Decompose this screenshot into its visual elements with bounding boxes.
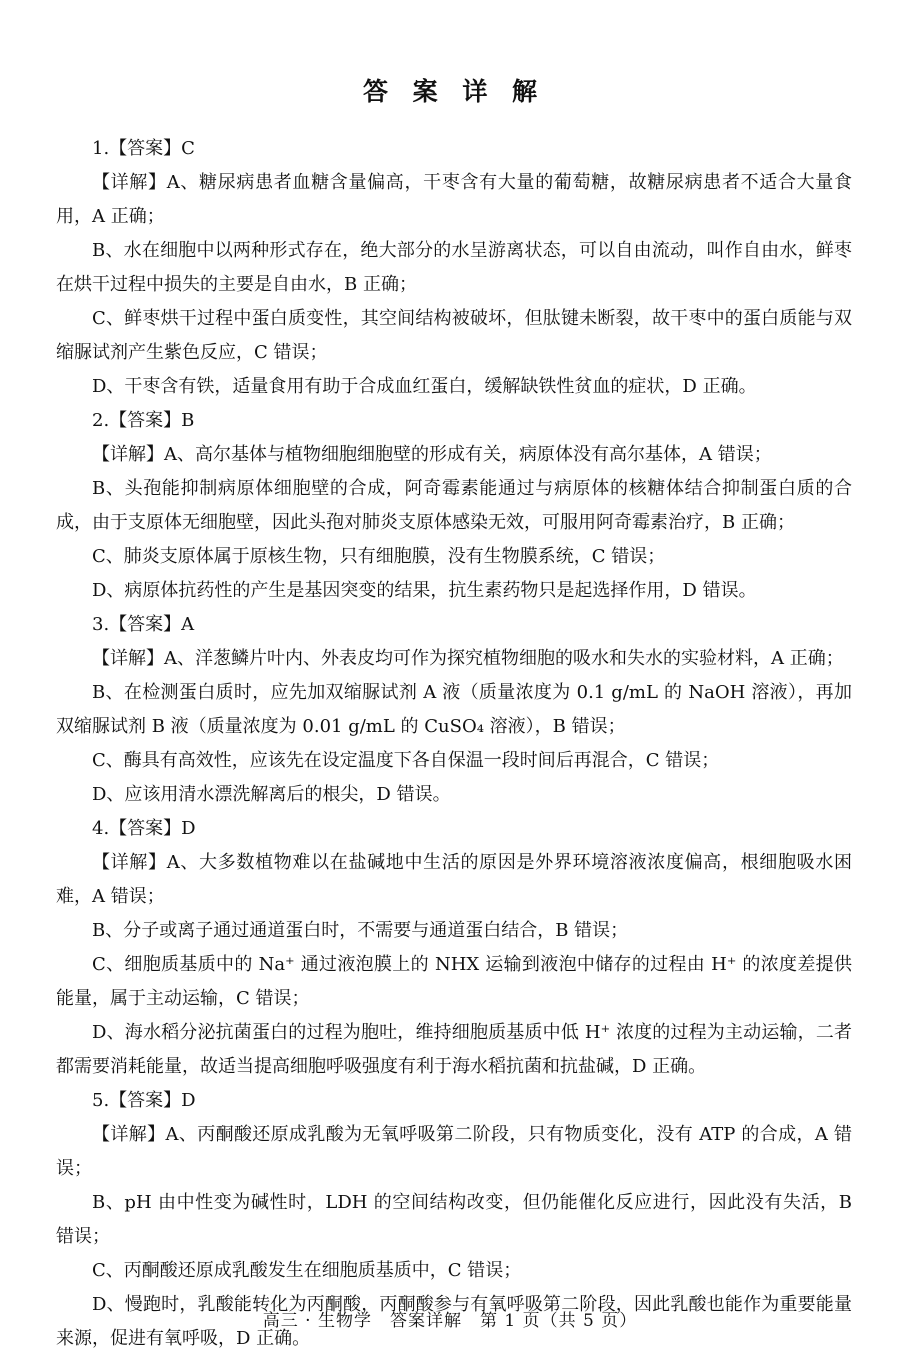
page-title: 答 案 详 解 xyxy=(362,77,546,106)
explanation-paragraph: C、细胞质基质中的 Na⁺ 通过液泡膜上的 NHX 运输到液泡中储存的过程由 H⁺ 的浓度差提供能量，属于主动运输，C 错误； xyxy=(56,954,852,1009)
explanation-paragraph: 【详解】A、高尔基体与植物细胞细胞壁的形成有关，病原体没有高尔基体，A 错误； xyxy=(92,444,772,465)
explanation-paragraph: 【详解】A、糖尿病患者血糖含量偏高，干枣含有大量的葡萄糖，故糖尿病患者不适合大量食用，A 正确； xyxy=(56,172,852,227)
page-footer: 高三 · 生物学 答案详解 第 1 页（共 5 页） xyxy=(262,1311,638,1331)
explanation-paragraph: 【详解】A、丙酮酸还原成乳酸为无氧呼吸第二阶段，只有物质变化，没有 ATP 的合成，A 错误； xyxy=(56,1124,852,1179)
explanation-paragraph: D、慢跑时，乳酸能转化为丙酮酸，丙酮酸参与有氧呼吸第二阶段，因此乳酸也能作为重要能量来源，促进有氧呼吸，D 正确。 xyxy=(56,1294,852,1349)
explanation-paragraph: C、酶具有高效性，应该先在设定温度下各自保温一段时间后再混合，C 错误； xyxy=(92,750,720,771)
explanation-paragraph: D、海水稻分泌抗菌蛋白的过程为胞吐，维持细胞质基质中低 H⁺ 浓度的过程为主动运输，二者都需要消耗能量，故适当提高细胞呼吸强度有利于海水稻抗菌和抗盐碱，D 正确。 xyxy=(56,1022,852,1077)
answer-line: 1.【答案】C xyxy=(92,138,195,159)
explanation-paragraph: B、分子或离子通过通道蛋白时，不需要与通道蛋白结合，B 错误； xyxy=(92,920,629,941)
explanation-paragraph: B、水在细胞中以两种形式存在，绝大部分的水呈游离状态，可以自由流动，叫作自由水，鲜枣在烘干过程中损失的主要是自由水，B 正确； xyxy=(56,240,852,295)
question-2 xyxy=(56,404,852,608)
question-3 xyxy=(56,608,852,812)
explanation-paragraph: 【详解】A、大多数植物难以在盐碱地中生活的原因是外界环境溶液浓度偏高，根细胞吸水困难，A 错误； xyxy=(56,852,852,907)
explanation-paragraph: C、鲜枣烘干过程中蛋白质变性，其空间结构被破坏，但肽键未断裂，故干枣中的蛋白质能与双缩脲试剂产生紫色反应，C 错误； xyxy=(56,308,852,363)
explanation-paragraph: D、干枣含有铁，适量食用有助于合成血红蛋白，缓解缺铁性贫血的症状，D 正确。 xyxy=(92,376,757,397)
explanation-paragraph: 【详解】A、洋葱鳞片叶内、外表皮均可作为探究植物细胞的吸水和失水的实验材料，A 正确； xyxy=(92,648,844,669)
answer-line: 5.【答案】D xyxy=(92,1090,196,1111)
answer-line: 2.【答案】B xyxy=(92,410,195,431)
explanation-paragraph: D、病原体抗药性的产生是基因突变的结果，抗生素药物只是起选择作用，D 错误。 xyxy=(92,580,757,601)
explanation-paragraph: B、pH 由中性变为碱性时，LDH 的空间结构改变，但仍能催化反应进行，因此没有失活，B 错误； xyxy=(56,1192,852,1247)
question-1 xyxy=(56,132,852,404)
explanation-paragraph: C、丙酮酸还原成乳酸发生在细胞质基质中，C 错误； xyxy=(92,1260,522,1281)
question-4 xyxy=(56,812,852,1084)
explanation-paragraph: D、应该用清水漂洗解离后的根尖，D 错误。 xyxy=(92,784,451,805)
explanation-paragraph: C、肺炎支原体属于原核生物，只有细胞膜，没有生物膜系统，C 错误； xyxy=(92,546,666,567)
answer-line: 3.【答案】A xyxy=(92,614,195,635)
explanation-paragraph: B、在检测蛋白质时，应先加双缩脲试剂 A 液（质量浓度为 0.1 g/mL 的 NaOH 溶液），再加双缩脲试剂 B 液（质量浓度为 0.01 g/mL 的 CuSO₄ 溶液），B 错误； xyxy=(56,682,852,737)
answer-line: 4.【答案】D xyxy=(92,818,196,839)
answers-content xyxy=(56,132,852,1356)
explanation-paragraph: B、头孢能抑制病原体细胞壁的合成，阿奇霉素能通过与病原体的核糖体结合抑制蛋白质的合成，由于支原体无细胞壁，因此头孢对肺炎支原体感染无效，可服用阿奇霉素治疗，B 正确； xyxy=(56,478,852,533)
